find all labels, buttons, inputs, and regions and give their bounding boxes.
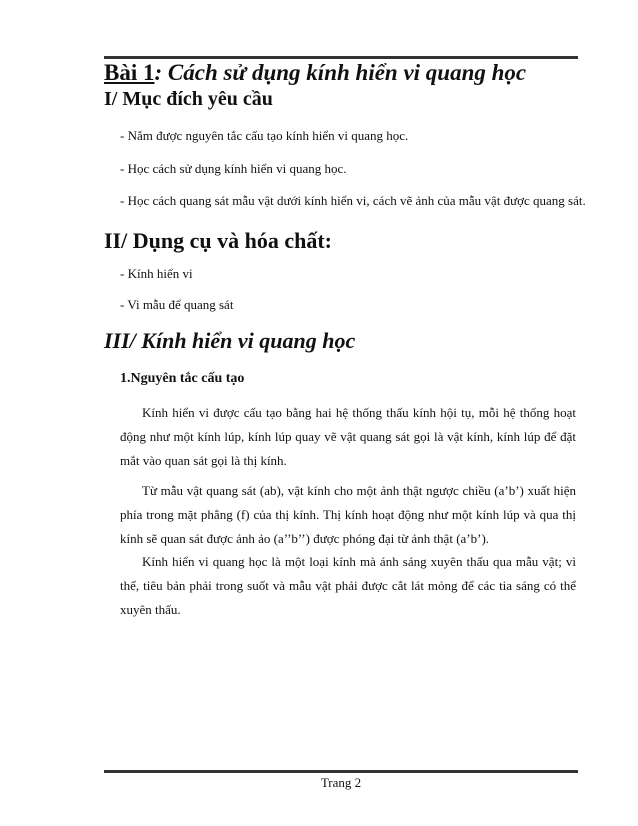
paragraph-1: Kính hiển vi được cấu tạo bằng hai hệ thống thấu kính hội tụ, mỗi hệ thống hoạt động như một kính lúp, kính lúp quay vẽ vật quang sát gọi là vật kính, kính lúp để đặt mắt vào quan sát gọi là thị kính. [120, 405, 576, 468]
purpose-item-3: - Học cách quang sát mẫu vật dưới kính hiển vi, cách vẽ ảnh của mẫu vật được quang sát. [120, 193, 586, 208]
lesson-title: : Cách sử dụng kính hiển vi quang học [154, 60, 527, 85]
header-rule [104, 56, 578, 59]
section-heading-purpose: I/ Mục đích yêu cầu [104, 88, 273, 110]
lesson-number: Bài 1 [104, 60, 155, 85]
equipment-item-2: - Vi mẫu để quang sát [120, 297, 234, 312]
section-heading-microscope: III/ Kính hiển vi quang học [104, 328, 356, 353]
page-number: Trang 2 [320, 775, 362, 790]
footer-rule [104, 770, 578, 773]
paragraph-3: Kính hiển vi quang học là một loại kính mà ánh sáng xuyên thấu qua mẫu vật; vì thế, tiêu bản phải trong suốt và mẫu vật phải được cắt lát mỏng để các tia sáng có thể xuyên thấu. [120, 554, 576, 617]
purpose-item-1: - Nắm được nguyên tắc cấu tạo kính hiển vi quang học. [120, 128, 409, 143]
purpose-item-2: - Học cách sử dụng kính hiển vi quang học. [120, 161, 347, 176]
paragraph-2: Từ mẫu vật quang sát (ab), vật kính cho một ảnh thật ngược chiều (a’b’) xuất hiện phía trong mặt phẳng (f) của thị kính. Thị kính hoạt động như một kính lúp và qua thị kính sẽ quan sát được ảnh ảo (a’’b’’) được phóng đại từ ảnh thật (a’b’). [120, 483, 576, 546]
equipment-item-1: - Kính hiển vi [120, 266, 193, 281]
subheading-structure: 1.Nguyên tắc cấu tạo [120, 371, 245, 386]
page-title [104, 60, 526, 86]
section-heading-equipment: II/ Dụng cụ và hóa chất: [104, 228, 332, 253]
